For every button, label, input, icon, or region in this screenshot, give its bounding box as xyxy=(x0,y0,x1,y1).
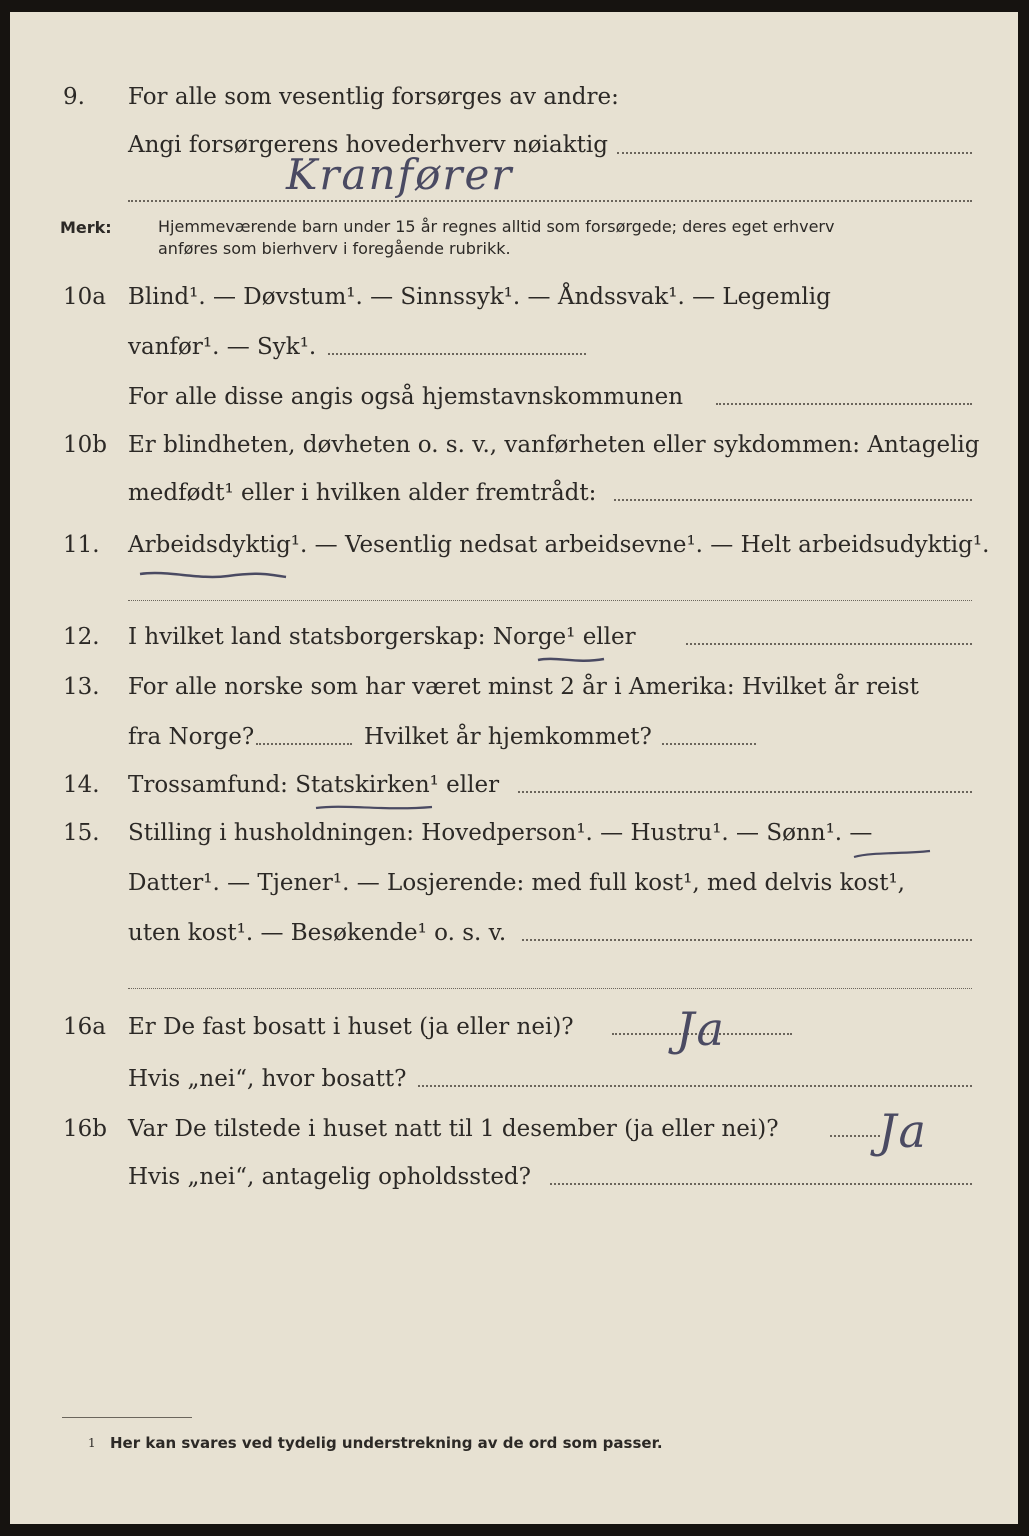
q16b-number: 16b xyxy=(63,1116,107,1142)
merk-label: Merk: xyxy=(60,218,112,237)
q11-answer-line xyxy=(128,600,972,601)
merk-text xyxy=(158,216,834,260)
q14-text-1: Trossamfund: Statskirken¹ eller xyxy=(128,772,500,798)
q13-answer-line-2 xyxy=(662,743,756,745)
q13-text-2a: fra Norge? xyxy=(128,724,255,750)
q10a-answer-line-2 xyxy=(716,403,972,405)
q13-text-2b: Hvilket år hjemkommet? xyxy=(364,724,652,750)
q10a-text-3: For alle disse angis også hjemstavnskommunen xyxy=(128,384,684,410)
q10b-text-1: Er blindheten, døvheten o. s. v., vanførheten eller sykdommen: Antagelig xyxy=(128,432,980,458)
q10b-number: 10b xyxy=(63,432,107,458)
q15-number: 15. xyxy=(63,820,100,846)
q12-text-1: I hvilket land statsborgerskap: Norge¹ eller xyxy=(128,624,636,650)
footnote-text: Her kan svares ved tydelig understrekning av de ord som passer. xyxy=(110,1434,663,1452)
q15-text-3: uten kost¹. — Besøkende¹ o. s. v. xyxy=(128,920,507,946)
q15-text-1: Stilling i husholdningen: Hovedperson¹. — Hustru¹. — Sønn¹. — xyxy=(128,820,873,846)
q11-number: 11. xyxy=(63,532,100,558)
q16b-answer-line xyxy=(830,1135,880,1137)
merk-text-2: anføres som bierhverv i foregående rubrikk. xyxy=(158,239,511,258)
q9-handwritten-answer: Kranfører xyxy=(286,150,514,199)
merk-text-1: Hjemmeværende barn under 15 år regnes alltid som forsørgede; deres eget erhverv xyxy=(158,217,835,236)
q16a-text-2: Hvis „nei“, hvor bosatt? xyxy=(128,1066,407,1092)
q11-text-1: Arbeidsdyktig¹. — Vesentlig nedsat arbeidsevne¹. — Helt arbeidsudyktig¹. xyxy=(128,532,990,558)
census-form-page xyxy=(10,12,1018,1524)
q15-underline-mark xyxy=(852,848,932,862)
q16b-text-2: Hvis „nei“, antagelig opholdssted? xyxy=(128,1164,531,1190)
q10a-number: 10a xyxy=(63,284,106,310)
q16b-text-1: Var De tilstede i huset natt til 1 desember (ja eller nei)? xyxy=(128,1116,779,1142)
q16a-answer-line-2 xyxy=(418,1085,972,1087)
q10a-answer-line-1 xyxy=(328,353,586,355)
footnote-mark: 1 xyxy=(88,1436,96,1450)
q14-number: 14. xyxy=(63,772,100,798)
q10b-text-2: medfødt¹ eller i hvilken alder fremtrådt: xyxy=(128,480,597,506)
q15-answer-line-2 xyxy=(128,988,972,989)
q13-text-1: For alle norske som har været minst 2 år i Amerika: Hvilket år reist xyxy=(128,674,919,700)
q12-underline-mark xyxy=(536,654,606,666)
q9-number: 9. xyxy=(63,84,85,110)
q9-text-2: Angi forsørgerens hovederhverv nøiaktig xyxy=(128,132,608,158)
q16b-answer-line-2 xyxy=(550,1183,972,1185)
q10b-answer-line xyxy=(614,499,972,501)
q13-number: 13. xyxy=(63,674,100,700)
q14-underline-mark xyxy=(314,802,434,814)
q9-answer-line-1 xyxy=(617,152,972,154)
q9-text-1: For alle som vesentlig forsørges av andre: xyxy=(128,84,619,110)
q11-underline-mark xyxy=(138,568,288,582)
q10a-text-2: vanfør¹. — Syk¹. xyxy=(128,334,317,360)
q15-answer-line-1 xyxy=(522,939,972,941)
q16a-handwritten-answer: Ja xyxy=(676,1002,726,1056)
q14-answer-line xyxy=(518,791,972,793)
footnote-rule xyxy=(62,1417,192,1418)
q13-answer-line-1 xyxy=(256,743,352,745)
q9-answer-line-2 xyxy=(128,200,972,202)
q10a-text-1: Blind¹. — Døvstum¹. — Sinnssyk¹. — Åndssvak¹. — Legemlig xyxy=(128,284,831,310)
q16b-handwritten-answer: Ja xyxy=(878,1104,928,1158)
q15-text-2: Datter¹. — Tjener¹. — Losjerende: med full kost¹, med delvis kost¹, xyxy=(128,870,905,896)
q12-answer-line xyxy=(686,643,972,645)
q16a-text-1: Er De fast bosatt i huset (ja eller nei)? xyxy=(128,1014,574,1040)
q16a-number: 16a xyxy=(63,1014,106,1040)
q12-number: 12. xyxy=(63,624,100,650)
